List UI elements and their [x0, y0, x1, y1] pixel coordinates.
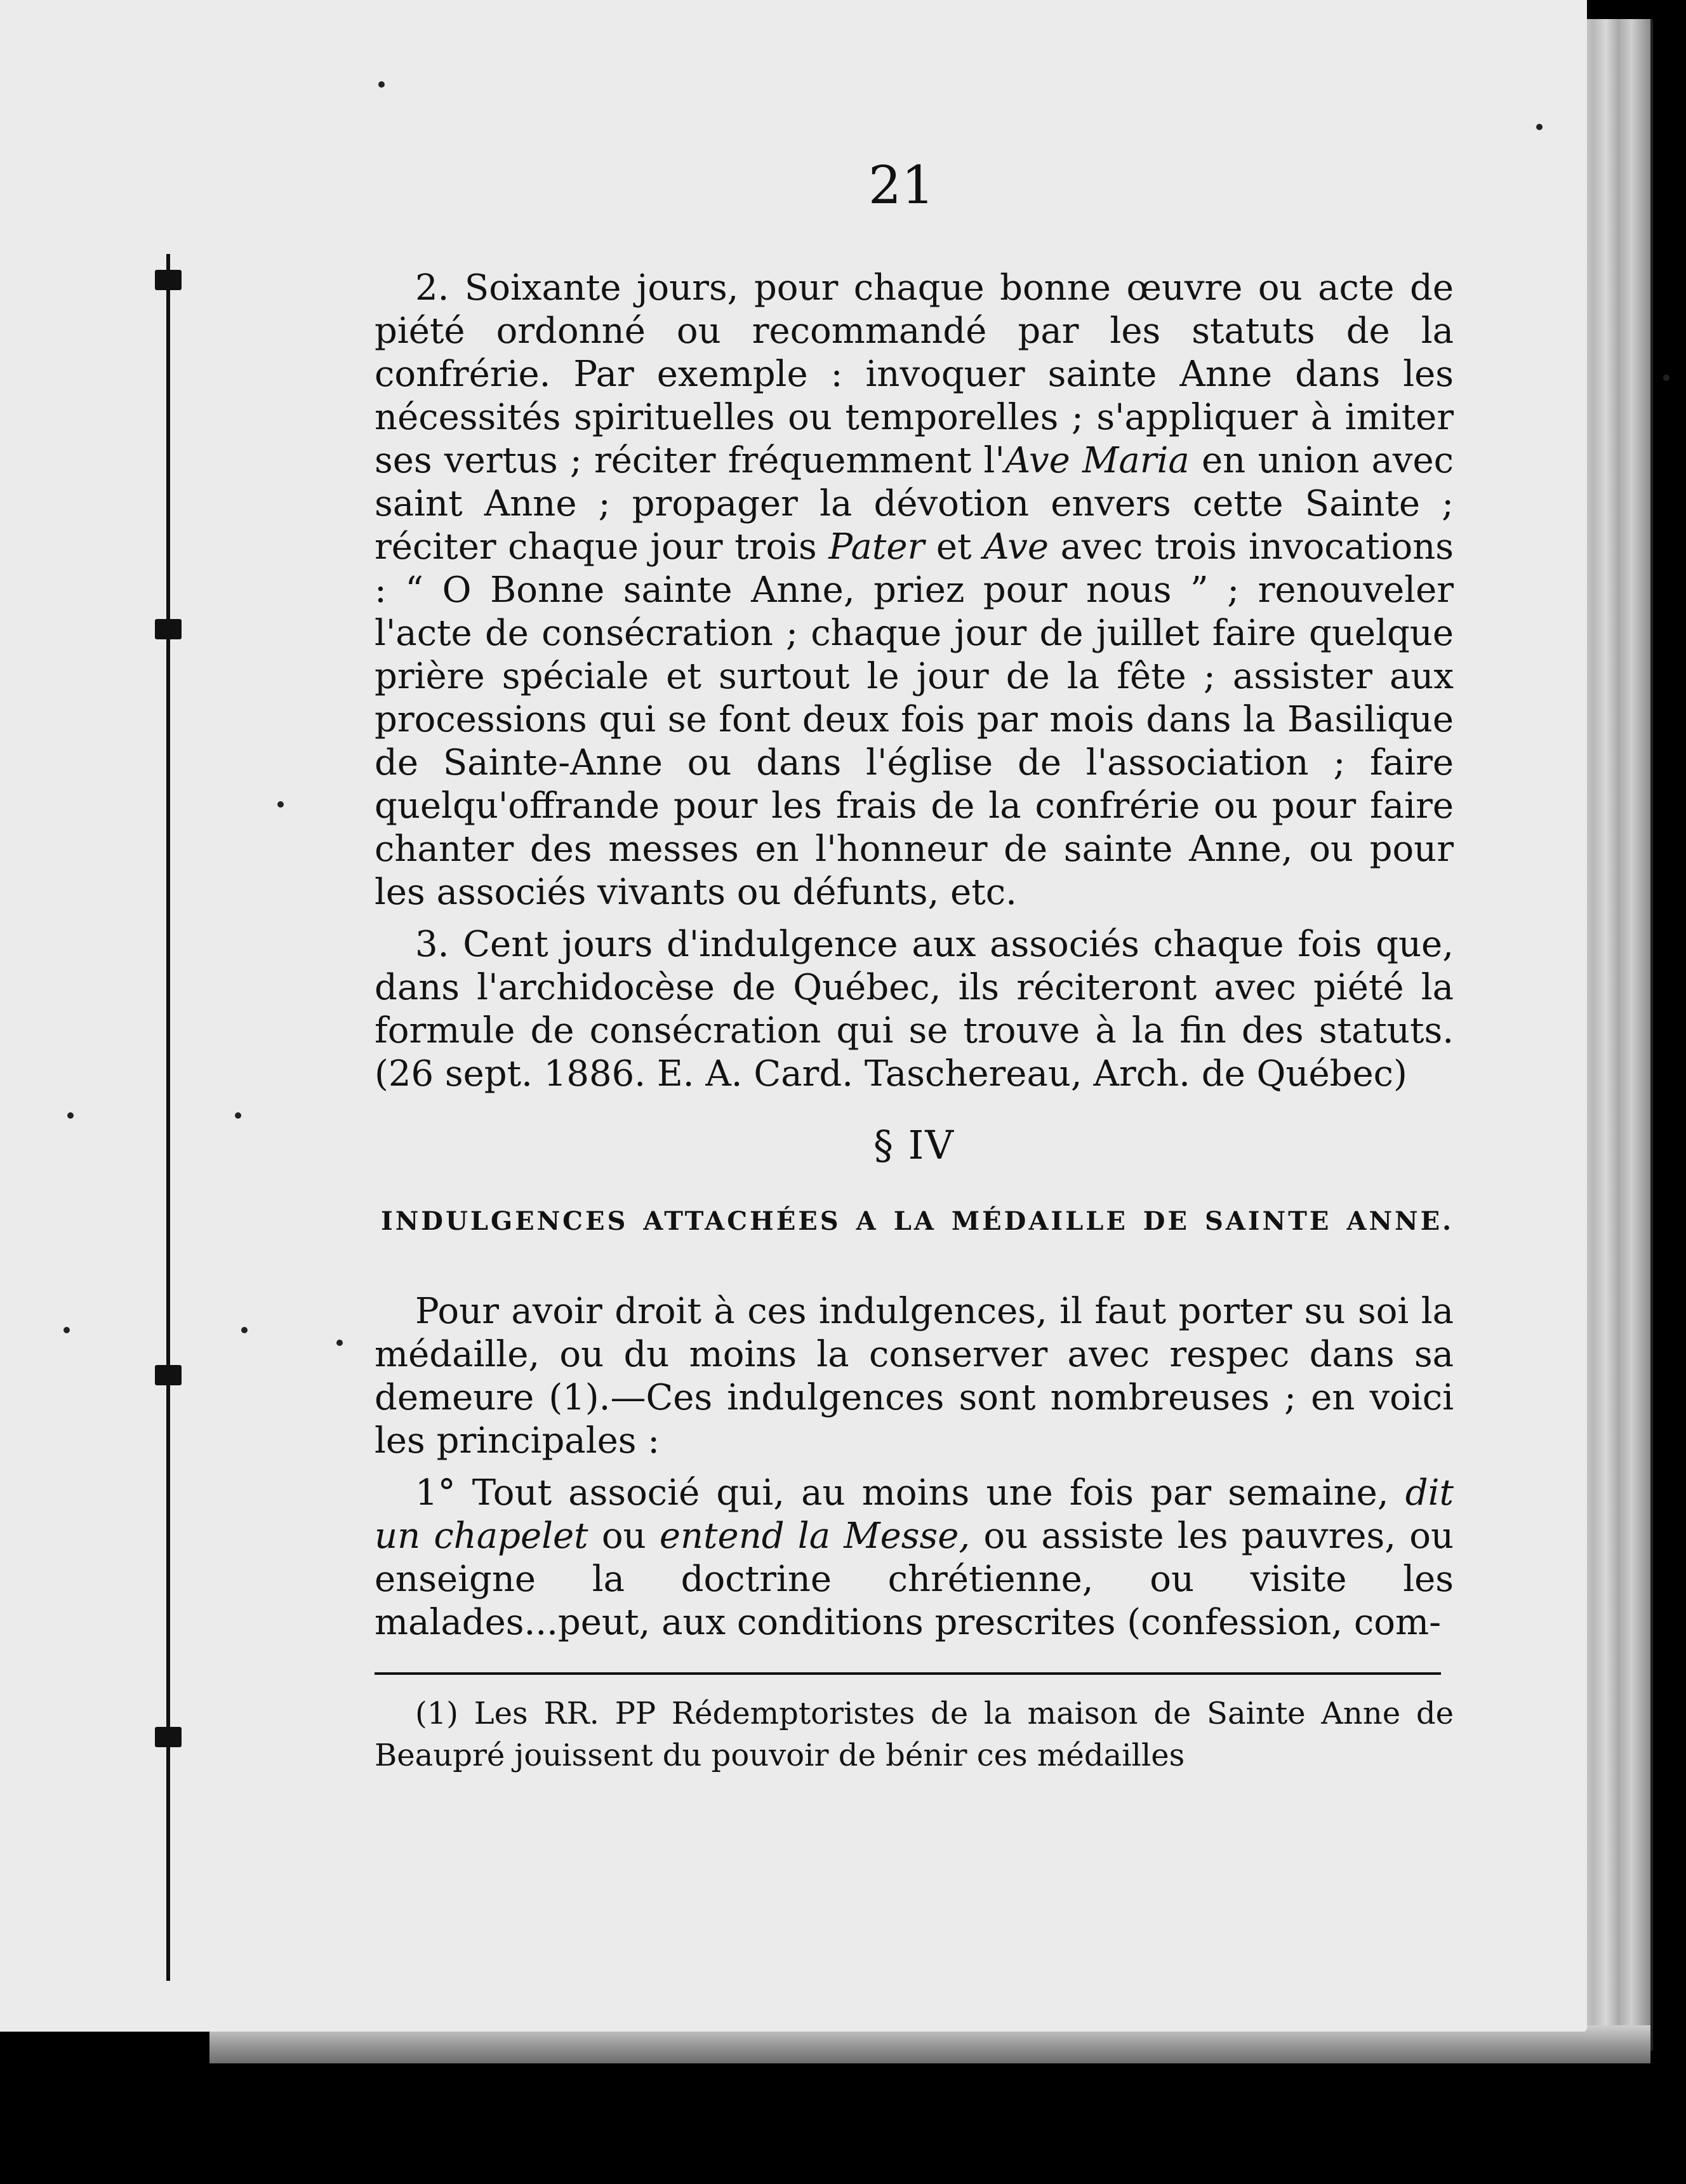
- page-number: 21: [868, 156, 935, 216]
- paragraph-2-text: avec trois invocations : “ O Bonne sainte Anne, priez pour nous ” ; renouveler l'acte de consécration ; chaque jour de juillet faire quelque prière spéciale et surtout le jour de la fête ; assister aux processions qui se font deux fois par mois dans la Basilique de Sainte-Anne ou dans l'église de l'association ; faire quelqu'offrande pour les frais de la confrérie ou pour faire chanter des messes en l'honneur de sainte Anne, ou pour les associés vivants ou défunts, etc.: [375, 526, 1454, 913]
- item-1-text: ou: [588, 1515, 660, 1557]
- speck: [1536, 124, 1543, 130]
- item-1-paragraph: [375, 1472, 1454, 1644]
- speck: [67, 1112, 74, 1119]
- ave-maria-italic: Ave Maria: [1004, 440, 1190, 481]
- paragraph-2-text: 2. Soixante jours, pour chaque bonne œuvre ou acte de piété ordonné ou recommandé par les statuts de la confrérie. Par exemple : invoquer sainte Anne dans les nécessités spirituelles ou temporelles ; s'appliquer à imiter ses vertus ; réciter fréquemment l': [375, 267, 1454, 481]
- speck: [277, 801, 284, 808]
- speck: [63, 1327, 70, 1333]
- footnote: [375, 1693, 1454, 1776]
- chapelet-italic: dit un chapelet: [375, 1472, 1454, 1557]
- binding-stitch: [155, 1365, 182, 1385]
- binding-thread: [166, 254, 170, 1981]
- paragraph-3: 3. Cent jours d'indulgence aux associés chaque fois que, dans l'archidocèse de Québec, ils réciteront avec piété la formule de consécration qui se trouve à la fin des statuts. (26 sept. 1886. E. A. Card. Taschereau, Arch. de Québec): [375, 924, 1454, 1095]
- pater-italic: Pater: [828, 526, 925, 568]
- speck: [336, 1340, 343, 1346]
- paragraph-2-text: en union avec saint Anne ; propager la dévotion envers cette Sainte ; réciter chaque jour trois: [375, 440, 1454, 568]
- section-heading: INDULGENCES ATTACHÉES A LA MÉDAILLE DE SAINTE ANNE.: [381, 1206, 1454, 1236]
- ave-italic: Ave: [983, 526, 1049, 568]
- section-mark: § IV: [873, 1122, 955, 1168]
- footnote-rule: [375, 1672, 1441, 1675]
- item-1-text: ou assiste les pauvres, ou enseigne la doctrine chrétienne, ou visite les malades...peut, aux conditions prescrites (confession, com-: [375, 1515, 1454, 1643]
- footnote-text: (1) Les RR. PP Rédemptoristes de la maison de Sainte Anne de Beaupré jouissent du pouvoir de bénir ces médailles: [375, 1696, 1454, 1773]
- speck: [235, 1112, 241, 1119]
- speck: [241, 1327, 248, 1333]
- intro-paragraph: Pour avoir droit à ces indulgences, il faut porter su soi la médaille, ou du moins la conserver avec respec dans sa demeure (1).—Ces indulgences sont nombreuses ; en voici les principales :: [375, 1291, 1454, 1462]
- binding-stitch: [155, 1727, 182, 1747]
- speck: [1663, 375, 1669, 381]
- paragraph-2: [375, 267, 1454, 914]
- binding-stitch: [155, 270, 182, 290]
- paragraph-2-text: et: [924, 526, 984, 568]
- item-1-text: 1° Tout associé qui, au moins une fois par semaine,: [415, 1472, 1405, 1514]
- speck: [378, 81, 385, 88]
- page-stack-edge: [1581, 19, 1653, 2051]
- binding-stitch: [155, 619, 182, 639]
- page-text: [375, 267, 1454, 1776]
- messe-italic: entend la Messe,: [659, 1515, 971, 1557]
